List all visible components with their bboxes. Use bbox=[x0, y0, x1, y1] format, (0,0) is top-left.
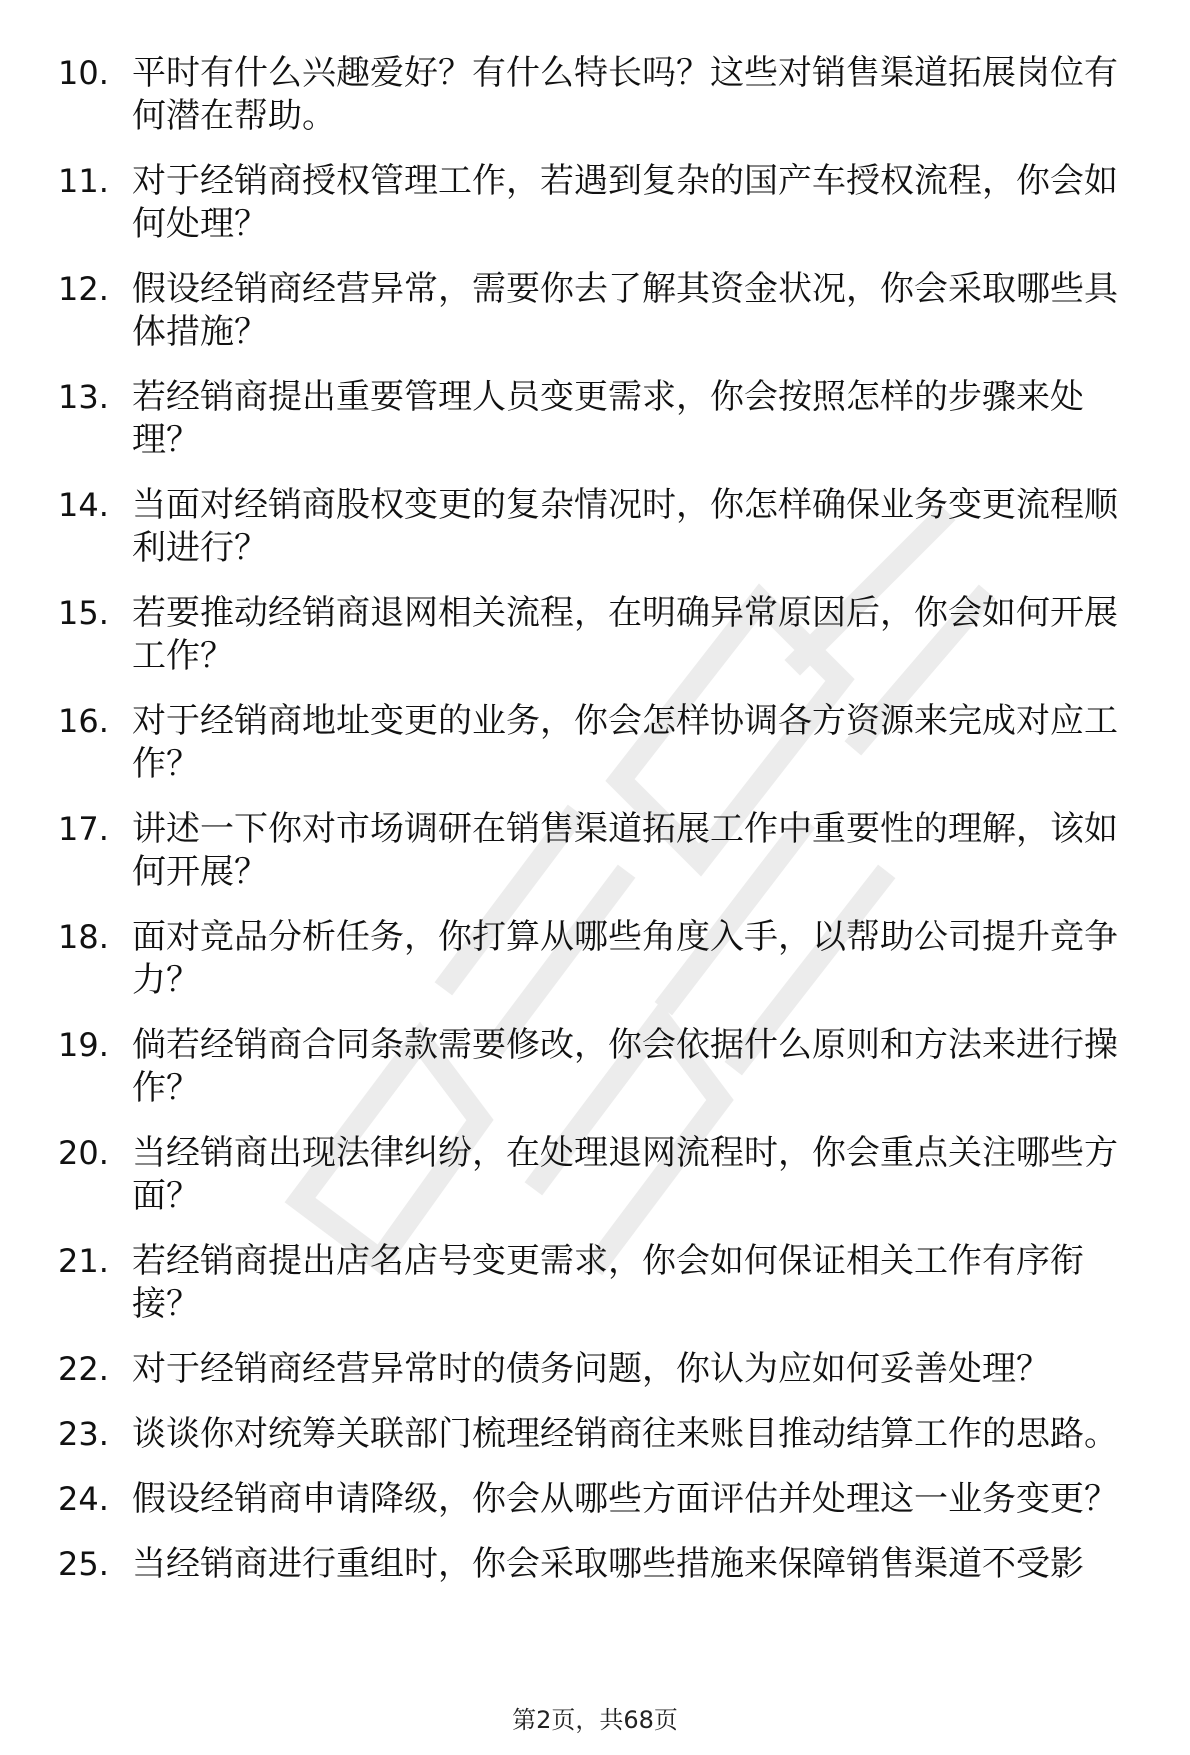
question-number: 18. bbox=[58, 918, 109, 956]
question-text: 若经销商提出店名店号变更需求，你会如何保证相关工作有序衔接？ bbox=[132, 1241, 1084, 1324]
question-item bbox=[0, 376, 1190, 462]
question-text: 假设经销商经营异常，需要你去了解其资金状况，你会采取哪些具体措施？ bbox=[132, 269, 1118, 352]
question-item bbox=[0, 916, 1190, 1002]
question-item bbox=[0, 808, 1190, 894]
question-text: 对于经销商地址变更的业务，你会怎样协调各方资源来完成对应工作？ bbox=[132, 701, 1118, 784]
question-text: 倘若经销商合同条款需要修改，你会依据什么原则和方法来进行操作？ bbox=[132, 1025, 1118, 1108]
question-number: 20. bbox=[58, 1134, 109, 1172]
question-number: 17. bbox=[58, 810, 109, 848]
question-number: 14. bbox=[58, 486, 109, 524]
question-text: 对于经销商经营异常时的债务问题，你认为应如何妥善处理？ bbox=[132, 1349, 1050, 1389]
question-item bbox=[0, 1543, 1190, 1586]
question-number: 21. bbox=[58, 1242, 109, 1280]
question-text: 若要推动经销商退网相关流程，在明确异常原因后，你会如何开展工作？ bbox=[132, 593, 1118, 676]
question-number: 23. bbox=[58, 1415, 109, 1453]
question-text: 平时有什么兴趣爱好？有什么特长吗？这些对销售渠道拓展岗位有何潜在帮助。 bbox=[132, 53, 1118, 136]
question-item bbox=[0, 1132, 1190, 1218]
question-text: 对于经销商授权管理工作，若遇到复杂的国产车授权流程，你会如何处理？ bbox=[132, 161, 1118, 244]
question-text: 当经销商出现法律纠纷，在处理退网流程时，你会重点关注哪些方面？ bbox=[132, 1133, 1118, 1216]
question-text: 面对竞品分析任务，你打算从哪些角度入手，以帮助公司提升竞争力？ bbox=[132, 917, 1118, 1000]
question-item bbox=[0, 1348, 1190, 1391]
question-item bbox=[0, 268, 1190, 354]
question-item bbox=[0, 1240, 1190, 1326]
question-number: 19. bbox=[58, 1026, 109, 1064]
question-text: 讲述一下你对市场调研在销售渠道拓展工作中重要性的理解，该如何开展？ bbox=[132, 809, 1118, 892]
question-list bbox=[0, 52, 1190, 1608]
question-item bbox=[0, 160, 1190, 246]
question-number: 13. bbox=[58, 378, 109, 416]
question-number: 15. bbox=[58, 594, 109, 632]
question-item bbox=[0, 52, 1190, 138]
question-item bbox=[0, 1413, 1190, 1456]
question-item bbox=[0, 1478, 1190, 1521]
question-number: 24. bbox=[58, 1480, 109, 1518]
question-number: 10. bbox=[58, 54, 109, 92]
question-text: 假设经销商申请降级，你会从哪些方面评估并处理这一业务变更？ bbox=[132, 1479, 1118, 1519]
question-item bbox=[0, 700, 1190, 786]
page-footer: 第2页，共68页 bbox=[512, 1706, 678, 1734]
question-number: 16. bbox=[58, 702, 109, 740]
question-text: 当面对经销商股权变更的复杂情况时，你怎样确保业务变更流程顺利进行？ bbox=[132, 485, 1118, 568]
question-item bbox=[0, 592, 1190, 678]
question-number: 25. bbox=[58, 1545, 109, 1583]
question-item bbox=[0, 1024, 1190, 1110]
question-number: 11. bbox=[58, 162, 109, 200]
question-text: 若经销商提出重要管理人员变更需求，你会按照怎样的步骤来处理？ bbox=[132, 377, 1084, 460]
question-number: 22. bbox=[58, 1350, 109, 1388]
question-number: 12. bbox=[58, 270, 109, 308]
question-text: 当经销商进行重组时，你会采取哪些措施来保障销售渠道不受影 bbox=[132, 1544, 1084, 1584]
question-text: 谈谈你对统筹关联部门梳理经销商往来账目推动结算工作的思路。 bbox=[132, 1414, 1118, 1454]
question-item bbox=[0, 484, 1190, 570]
